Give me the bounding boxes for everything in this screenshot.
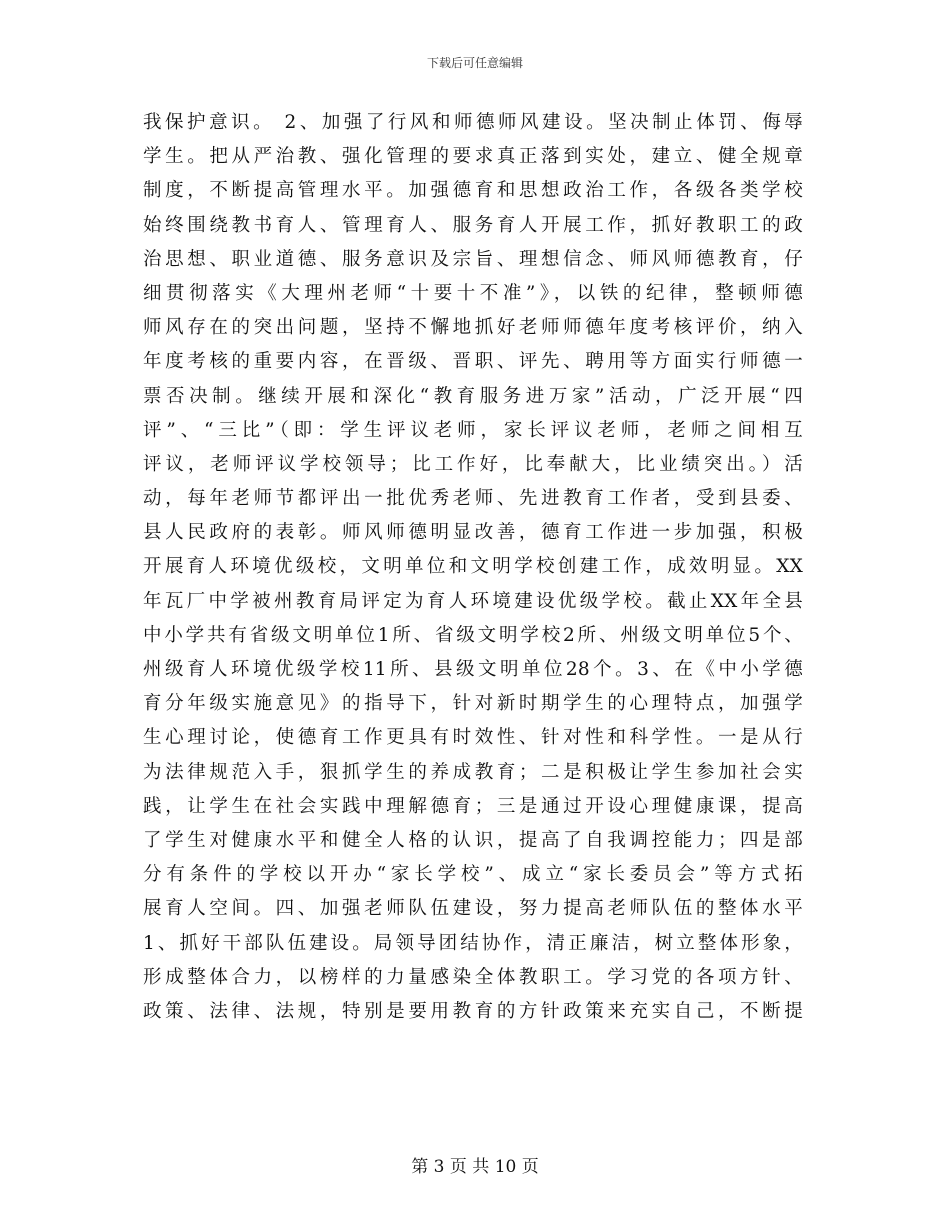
text-line: 制度，不断提高管理水平。加强德育和思想政治工作，各级各类学校: [143, 180, 803, 202]
text-line: 生心理讨论，使德育工作更具有时效性、针对性和科学性。一是从行: [143, 727, 803, 749]
text-line: 州级育人环境优级学校11所、县级文明单位28个。3、在《中小学德: [143, 659, 803, 680]
text-line: 育分年级实施意见》的指导下，针对新时期学生的心理特点，加强学: [143, 693, 803, 715]
text-line: 年度考核的重要内容，在晋级、晋职、评先、聘用等方面实行师德一: [143, 351, 803, 373]
text-line: 始终围绕教书育人、管理育人、服务育人开展工作，抓好教职工的政: [143, 214, 803, 236]
text-line: 政策、法律、法规，特别是要用教育的方针政策来充实自己，不断提: [143, 1000, 803, 1022]
text-line: 为法律规范入手，狠抓学生的养成教育；二是积极让学生参加社会实: [143, 761, 803, 783]
page-number-footer: 第 3 页 共 10 页: [411, 1157, 539, 1177]
text-line: 学生。把从严治教、强化管理的要求真正落到实处，建立、健全规章: [143, 146, 803, 168]
text-line: 年瓦厂中学被州教育局评定为育人环境建设优级学校。截止XX年全县: [143, 590, 803, 612]
text-line: 展育人空间。四、加强老师队伍建设，努力提高老师队伍的整体水平: [143, 898, 803, 920]
text-line: 师风存在的突出问题，坚持不懈地抓好老师师德年度考核评价，纳入: [143, 317, 803, 339]
text-line: 评议，老师评议学校领导；比工作好，比奉献大，比业绩突出。）活: [143, 453, 803, 475]
text-line: 开展育人环境优级校，文明单位和文明学校创建工作，成效明显。XX: [143, 556, 803, 578]
text-line: 了学生对健康水平和健全人格的认识，提高了自我调控能力；四是部: [143, 829, 803, 851]
page-header-note: 下载后可任意编辑: [426, 56, 523, 70]
text-line: 细贯彻落实《大理州老师“十要十不准”》，以铁的纪律，整顿师德: [143, 282, 803, 304]
text-line: 票否决制。继续开展和深化“教育服务进万家”活动，广泛开展“四: [143, 385, 803, 407]
text-line: 中小学共有省级文明单位1所、省级文明学校2所、州级文明单位5个、: [143, 624, 803, 646]
body-text: [143, 106, 803, 1029]
text-line: 治思想、职业道德、服务意识及宗旨、理想信念、师风师德教育，仔: [143, 248, 803, 270]
text-line: 县人民政府的表彰。师风师德明显改善，德育工作进一步加强，积极: [143, 522, 803, 544]
text-line: 践，让学生在社会实践中理解德育；三是通过开设心理健康课，提高: [143, 795, 803, 817]
text-line: 分有条件的学校以开办“家长学校”、成立“家长委员会”等方式拓: [143, 864, 803, 886]
text-line: 评”、“三比”（即：学生评议老师，家长评议老师，老师之间相互: [143, 419, 803, 441]
text-line: 形成整体合力，以榜样的力量感染全体教职工。学习党的各项方针、: [143, 966, 803, 988]
text-line: 动，每年老师节都评出一批优秀老师、先进教育工作者，受到县委、: [143, 488, 803, 510]
text-line: 1、抓好干部队伍建设。局领导团结协作，清正廉洁，树立整体形象，: [143, 932, 803, 954]
text-line: 我保护意识。 2、加强了行风和师德师风建设。坚决制止体罚、侮辱: [143, 112, 803, 133]
